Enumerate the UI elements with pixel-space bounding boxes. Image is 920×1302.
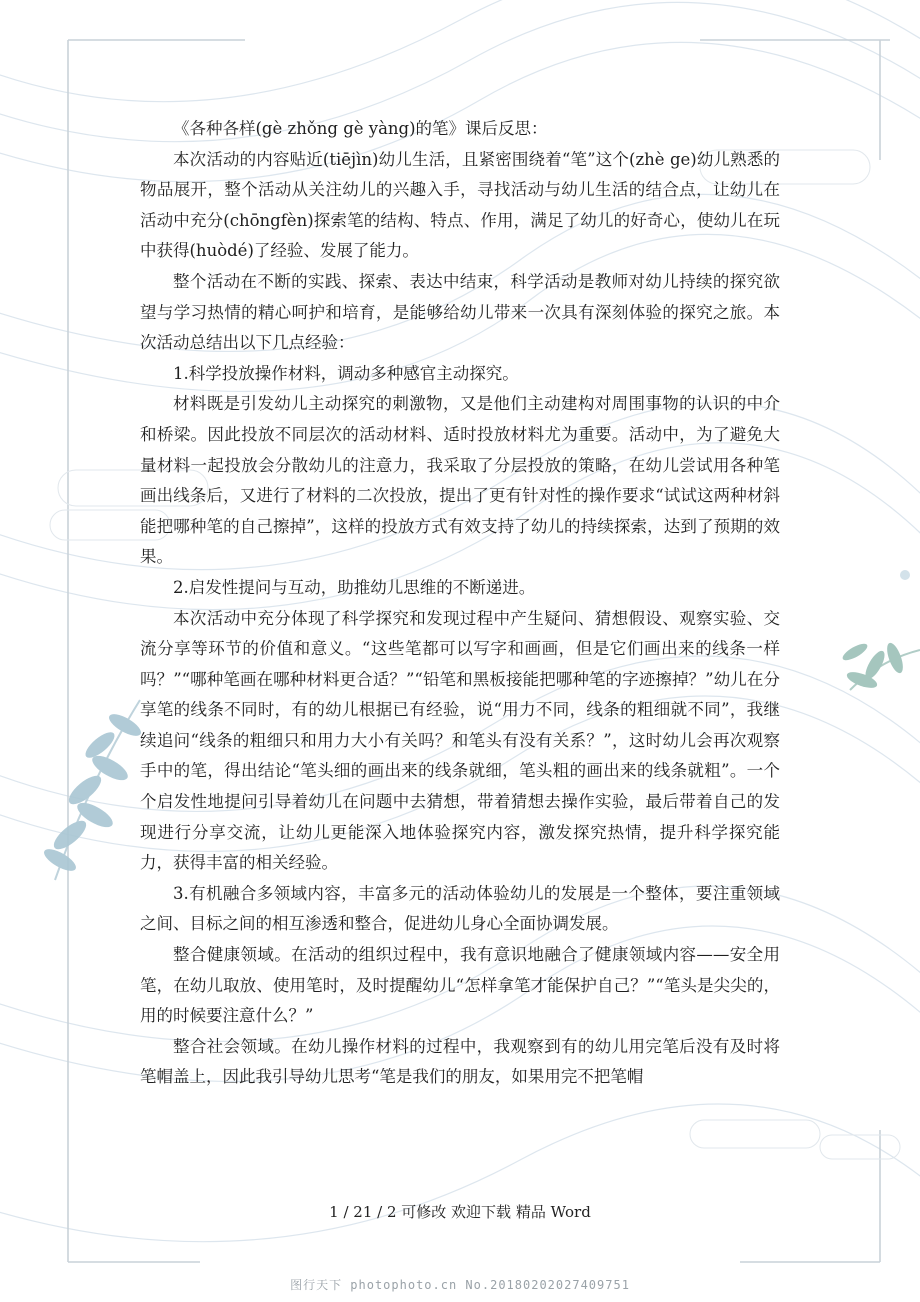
paragraph: 整合社会领域。在幼儿操作材料的过程中，我观察到有的幼儿用完笔后没有及时将笔帽盖上，因此我引导幼儿思考“笔是我们的朋友，如果用完不把笔帽: [140, 1036, 780, 1087]
paragraph: 整个活动在不断的实践、探索、表达中结束，科学活动是教师对幼儿持续的探究欲望与学习热情的精心呵护和培育，是能够给幼儿带来一次具有深刻体验的探究之旅。本次活动总结出以下几点经验：: [140, 271, 780, 353]
leaf-branch-left: [41, 700, 144, 880]
paragraph: 材料既是引发幼儿主动探究的刺激物，又是他们主动建构对周围事物的认识的中介和桥梁。因此投放不同层次的活动材料、适时投放材料尤为重要。活动中，为了避免大量材料一起投放会分散幼儿的注意力，我采取了分层投放的策略，在幼儿尝试用各种笔画出线条后，又进行了材料的二次投放，提出了更有针对性的操作要求“试试这两种材斜能把哪种笔的自己擦掉”，这样的投放方式有效支持了幼儿的持续探索，达到了预期的效果。: [140, 394, 780, 567]
watermark-text: 图行天下 photophoto.cn No.20180202027409751: [290, 1278, 630, 1292]
section-heading: 1.科学投放操作材料，调动多种感官主动探究。: [173, 363, 519, 383]
document-body: [140, 114, 780, 1093]
section-heading: 2.启发性提问与互动，助推幼儿思维的不断递进。: [173, 577, 536, 597]
section-heading: 3.有机融合多领域内容，丰富多元的活动体验幼儿的发展是一个整体，要注重领域之间、目标之间的相互渗透和整合，促进幼儿身心全面协调发展。: [140, 883, 780, 934]
leaf-branch-right: [840, 641, 920, 691]
paragraph: 本次活动中充分体现了科学探究和发现过程中产生疑问、猜想假设、观察实验、交流分享等环节的价值和意义。“这些笔都可以写字和画画，但是它们画出来的线条一样吗？”“哪种笔画在哪种材料更合适？”“铅笔和黑板接能把哪种笔的字迹擦掉？”幼儿在分享笔的线条不同时，有的幼儿根据已有经验，说“用力不同，线条的粗细就不同”，我继续追问“线条的粗细只和用力大小有关吗？和笔头有没有关系？”，这时幼儿会再次观察手中的笔，得出结论“笔头细的画出来的线条就细，笔头粗的画出来的线条就粗”。一个个启发性地提问引导着幼儿在问题中去猜想，带着猜想去操作实验，最后带着自己的发现进行分享交流，让幼儿更能深入地体验探究内容，激发探究热情，提升科学探究能力，获得丰富的相关经验。: [140, 608, 780, 873]
paragraph: 本次活动的内容贴近(tiējìn)幼儿生活，且紧密围绕着“笔”这个(zhè ge)幼儿熟悉的物品展开，整个活动从关注幼儿的兴趣入手，寻找活动与幼儿生活的结合点，让幼儿在活动中充分(chōngfèn)探索笔的结构、特点、作用，满足了幼儿的好奇心，使幼儿在玩中获得(huòdé)了经验、发展了能力。: [140, 149, 780, 261]
paragraph: 整合健康领域。在活动的组织过程中，我有意识地融合了健康领域内容——安全用笔，在幼儿取放、使用笔时，及时提醒幼儿“怎样拿笔才能保护自己？”“笔头是尖尖的，用的时候要注意什么？”: [140, 945, 780, 1026]
page-footer: 1 / 21 / 2 可修改 欢迎下载 精品 Word: [329, 1203, 591, 1221]
document-title: 《各种各样(gè zhǒng gè yàng)的笔》课后反思：: [173, 119, 548, 138]
